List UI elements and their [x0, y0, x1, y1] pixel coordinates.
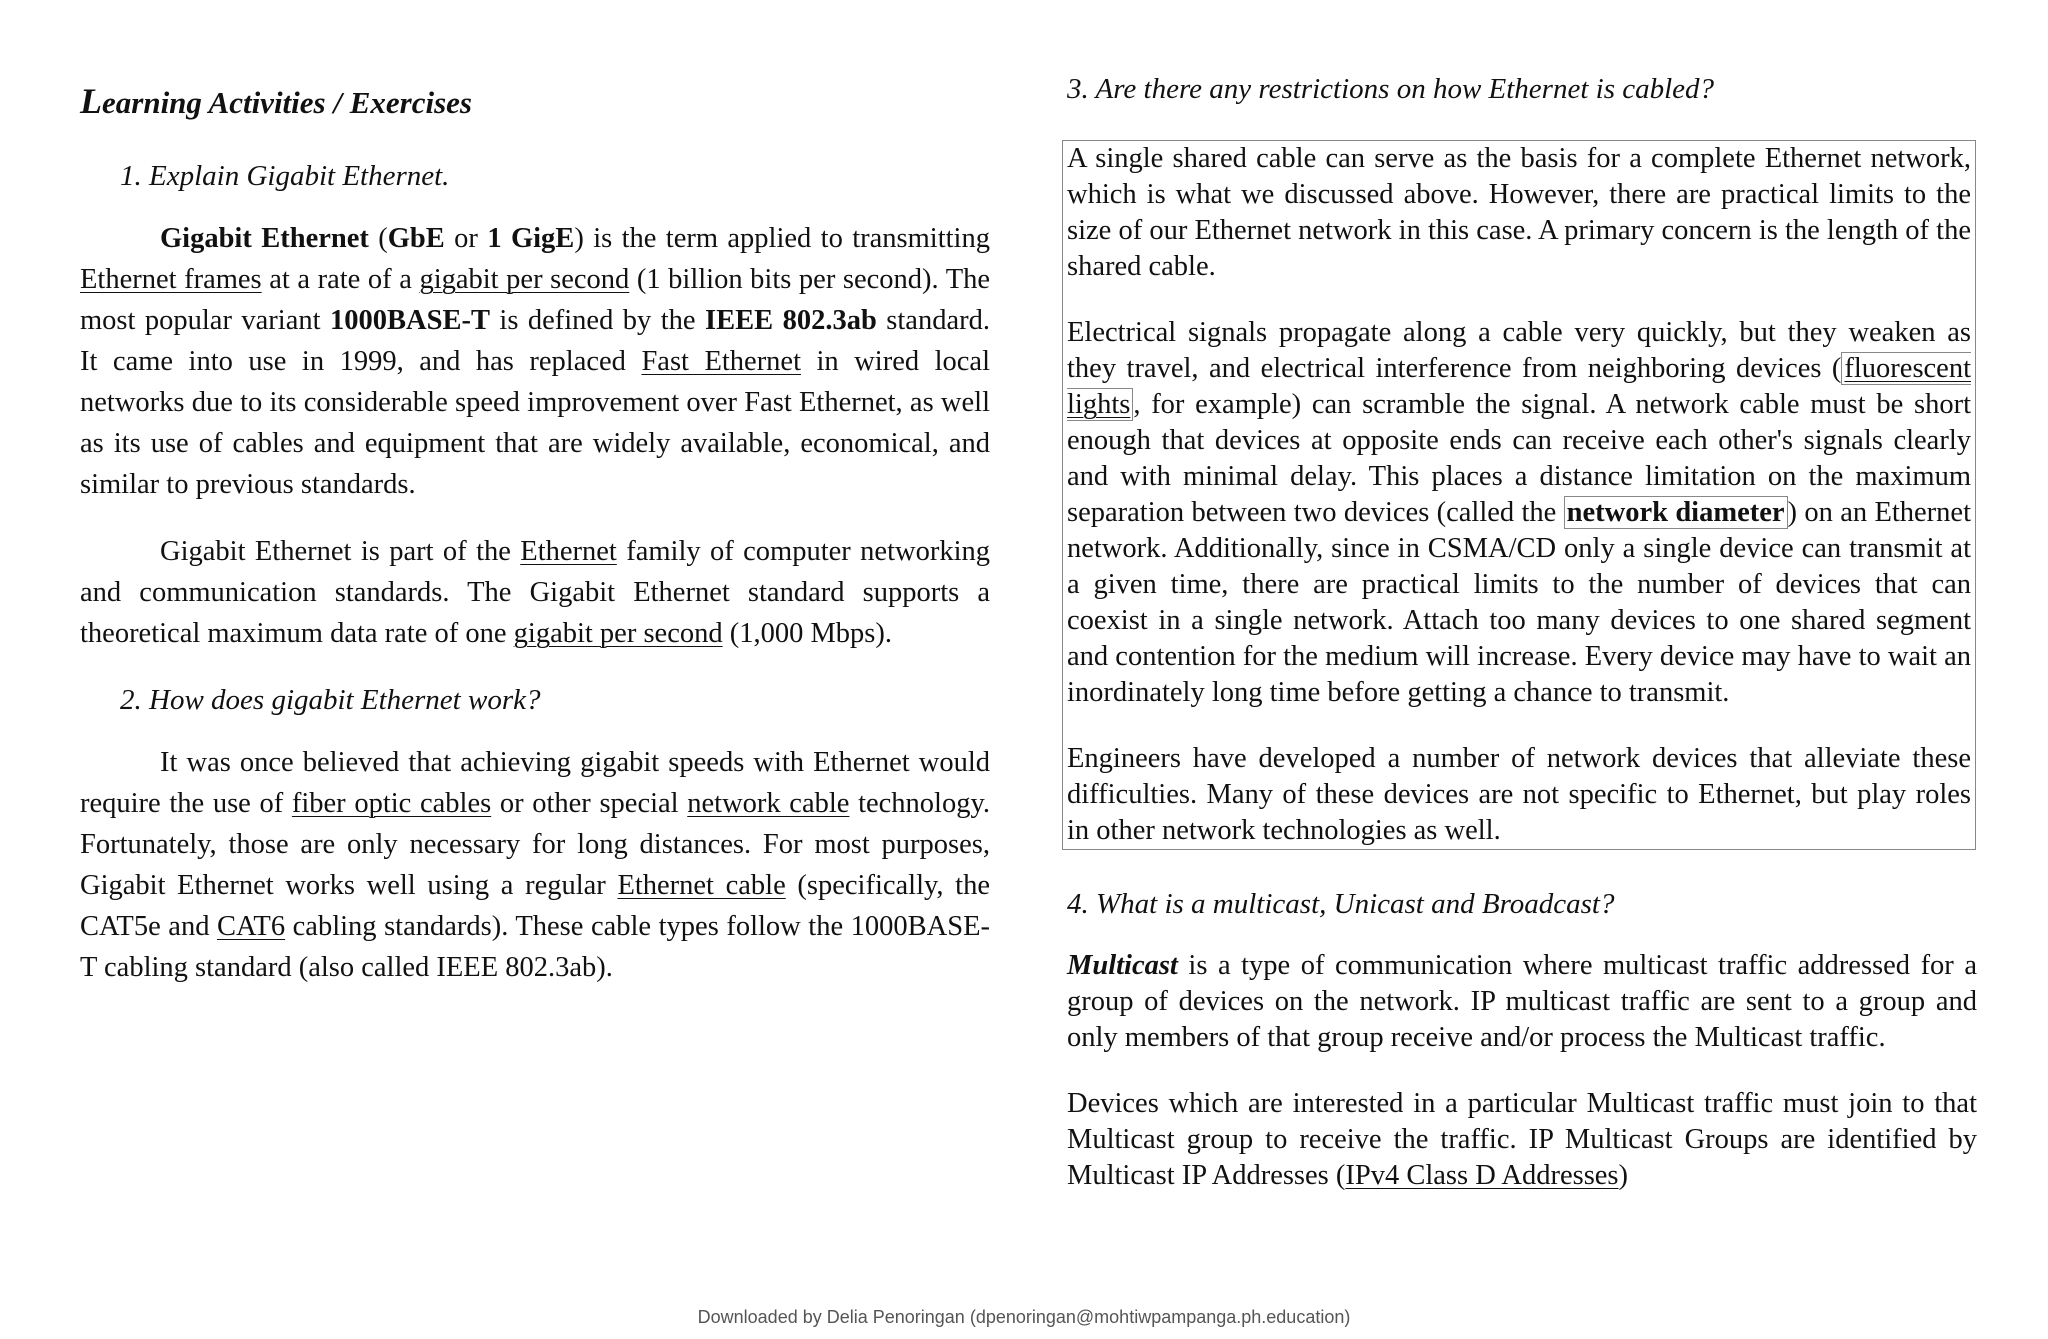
link-fast-ethernet[interactable]: Fast Ethernet — [641, 346, 801, 377]
paragraph-multicast: Multicast is a type of communication where multicast traffic addressed for a group of devices on the network. IP multicast traffic are sent to a group and only members of that group receive and/or process the Multicast traffic. — [1067, 950, 1977, 1053]
link-gigabit-per-second[interactable]: gigabit per second — [419, 264, 630, 295]
link-fiber-optic-cables[interactable]: fiber optic cables — [291, 788, 492, 819]
term-1gige: 1 GigE — [487, 223, 575, 254]
term-gbe: GbE — [387, 223, 445, 254]
box-paragraph-2: Electrical signals propagate along a cable very quickly, but they weaken as they travel, and electrical interference from neighboring devices ( fluorescent lights , for example) can scramble the signal. A network cable must be short enough that devices at opposite ends can receive each other's signals clearly and with minimal delay. This places a distance limitation on the maximum separation between two devices (called the network diameter ) on an Ethernet network. Additionally, since in CSMA/CD only a single device can transmit at a given time, there are practical limits to the number of devices that can coexist in a single network. Attach too many devices to one shared segment and contention for the medium will increase. Every device may have to wait an inordinately long time before getting a chance to transmit. — [1067, 317, 1971, 708]
term-ieee-802-3ab: IEEE 802.3ab — [705, 305, 877, 336]
link-fluorescent-lights[interactable]: fluorescent lights — [1067, 353, 1971, 420]
paragraph-multicast-groups: Devices which are interested in a particular Multicast traffic must join to that Multicast group to receive the traffic. IP Multicast Groups are identified by Multicast IP Addresses (IPv4 Class D Addresses) — [1067, 1088, 1977, 1191]
question-3: 3. Are there any restrictions on how Ethernet is cabled? — [1067, 73, 1715, 105]
section-title — [80, 78, 990, 126]
term-1000base-t: 1000BASE-T — [330, 305, 490, 336]
question-2: 2. How does gigabit Ethernet work? — [120, 684, 541, 716]
box-paragraph-1: A single shared cable can serve as the basis for a complete Ethernet network, which is what we discussed above. However, there are practical limits to the size of our Ethernet network in this case. A primary concern is the length of the shared cable. — [1067, 143, 1971, 282]
title-text: earning Activities / Exercises — [102, 85, 472, 120]
link-gigabit-per-second-2[interactable]: gigabit per second — [513, 618, 723, 649]
term-multicast: Multicast — [1067, 950, 1178, 981]
link-network-cable[interactable]: network cable — [687, 788, 850, 819]
answer-box — [1062, 140, 1976, 850]
title-initial: L — [80, 81, 102, 121]
paragraph-how-it-works: It was once believed that achieving gigabit speeds with Ethernet would require the use of fiber optic cables or other special network cable technology. Fortunately, those are only necessary for long distances. For most purposes, Gigabit Ethernet works well using a regular Ethernet cable (specifically, the CAT5e and CAT6 cabling standards). These cable types follow the 1000BASE-T cabling standard (also called IEEE 802.3ab). — [80, 747, 991, 983]
question-4: 4. What is a multicast, Unicast and Broadcast? — [1067, 888, 1615, 920]
term-network-diameter: network diameter — [1564, 496, 1788, 529]
question-1: 1. Explain Gigabit Ethernet. — [120, 160, 450, 192]
left-column — [80, 78, 990, 1014]
link-ethernet-cable[interactable]: Ethernet cable — [617, 870, 786, 901]
link-ipv4-class-d[interactable]: IPv4 Class D Addresses — [1345, 1160, 1619, 1191]
paragraph-ethernet-family: Gigabit Ethernet is part of the Ethernet family of computer networking and communication standards. The Gigabit Ethernet standard supports a theoretical maximum data rate of one gigabit per second (1,000 Mbps). — [80, 536, 990, 649]
download-footer: Downloaded by Delia Penoringan (dpenoringan@mohtiwpampanga.ph.education) — [697, 1307, 1351, 1327]
right-column — [1067, 73, 1977, 1194]
box-paragraph-3: Engineers have developed a number of network devices that alleviate these difficulties. Many of these devices are not specific to Ethernet, but play roles in other network technologies as well. — [1067, 743, 1971, 846]
paragraph-gigabit-definition: Gigabit Ethernet (GbE or 1 GigE) is the term applied to transmitting Ethernet frames at a rate of a gigabit per second (1 billion bits per second). The most popular variant 1000BASE-T is defined by the IEEE 802.3ab standard. It came into use in 1999, and has replaced Fast Ethernet in wired local networks due to its considerable speed improvement over Fast Ethernet, as well as its use of cables and equipment that are widely available, economical, and similar to previous standards. — [80, 223, 991, 500]
link-ethernet-frames[interactable]: Ethernet frames — [80, 264, 262, 295]
term-gigabit-ethernet: Gigabit Ethernet — [160, 223, 369, 254]
link-ethernet[interactable]: Ethernet — [520, 536, 617, 567]
link-cat6[interactable]: CAT6 — [217, 911, 286, 942]
